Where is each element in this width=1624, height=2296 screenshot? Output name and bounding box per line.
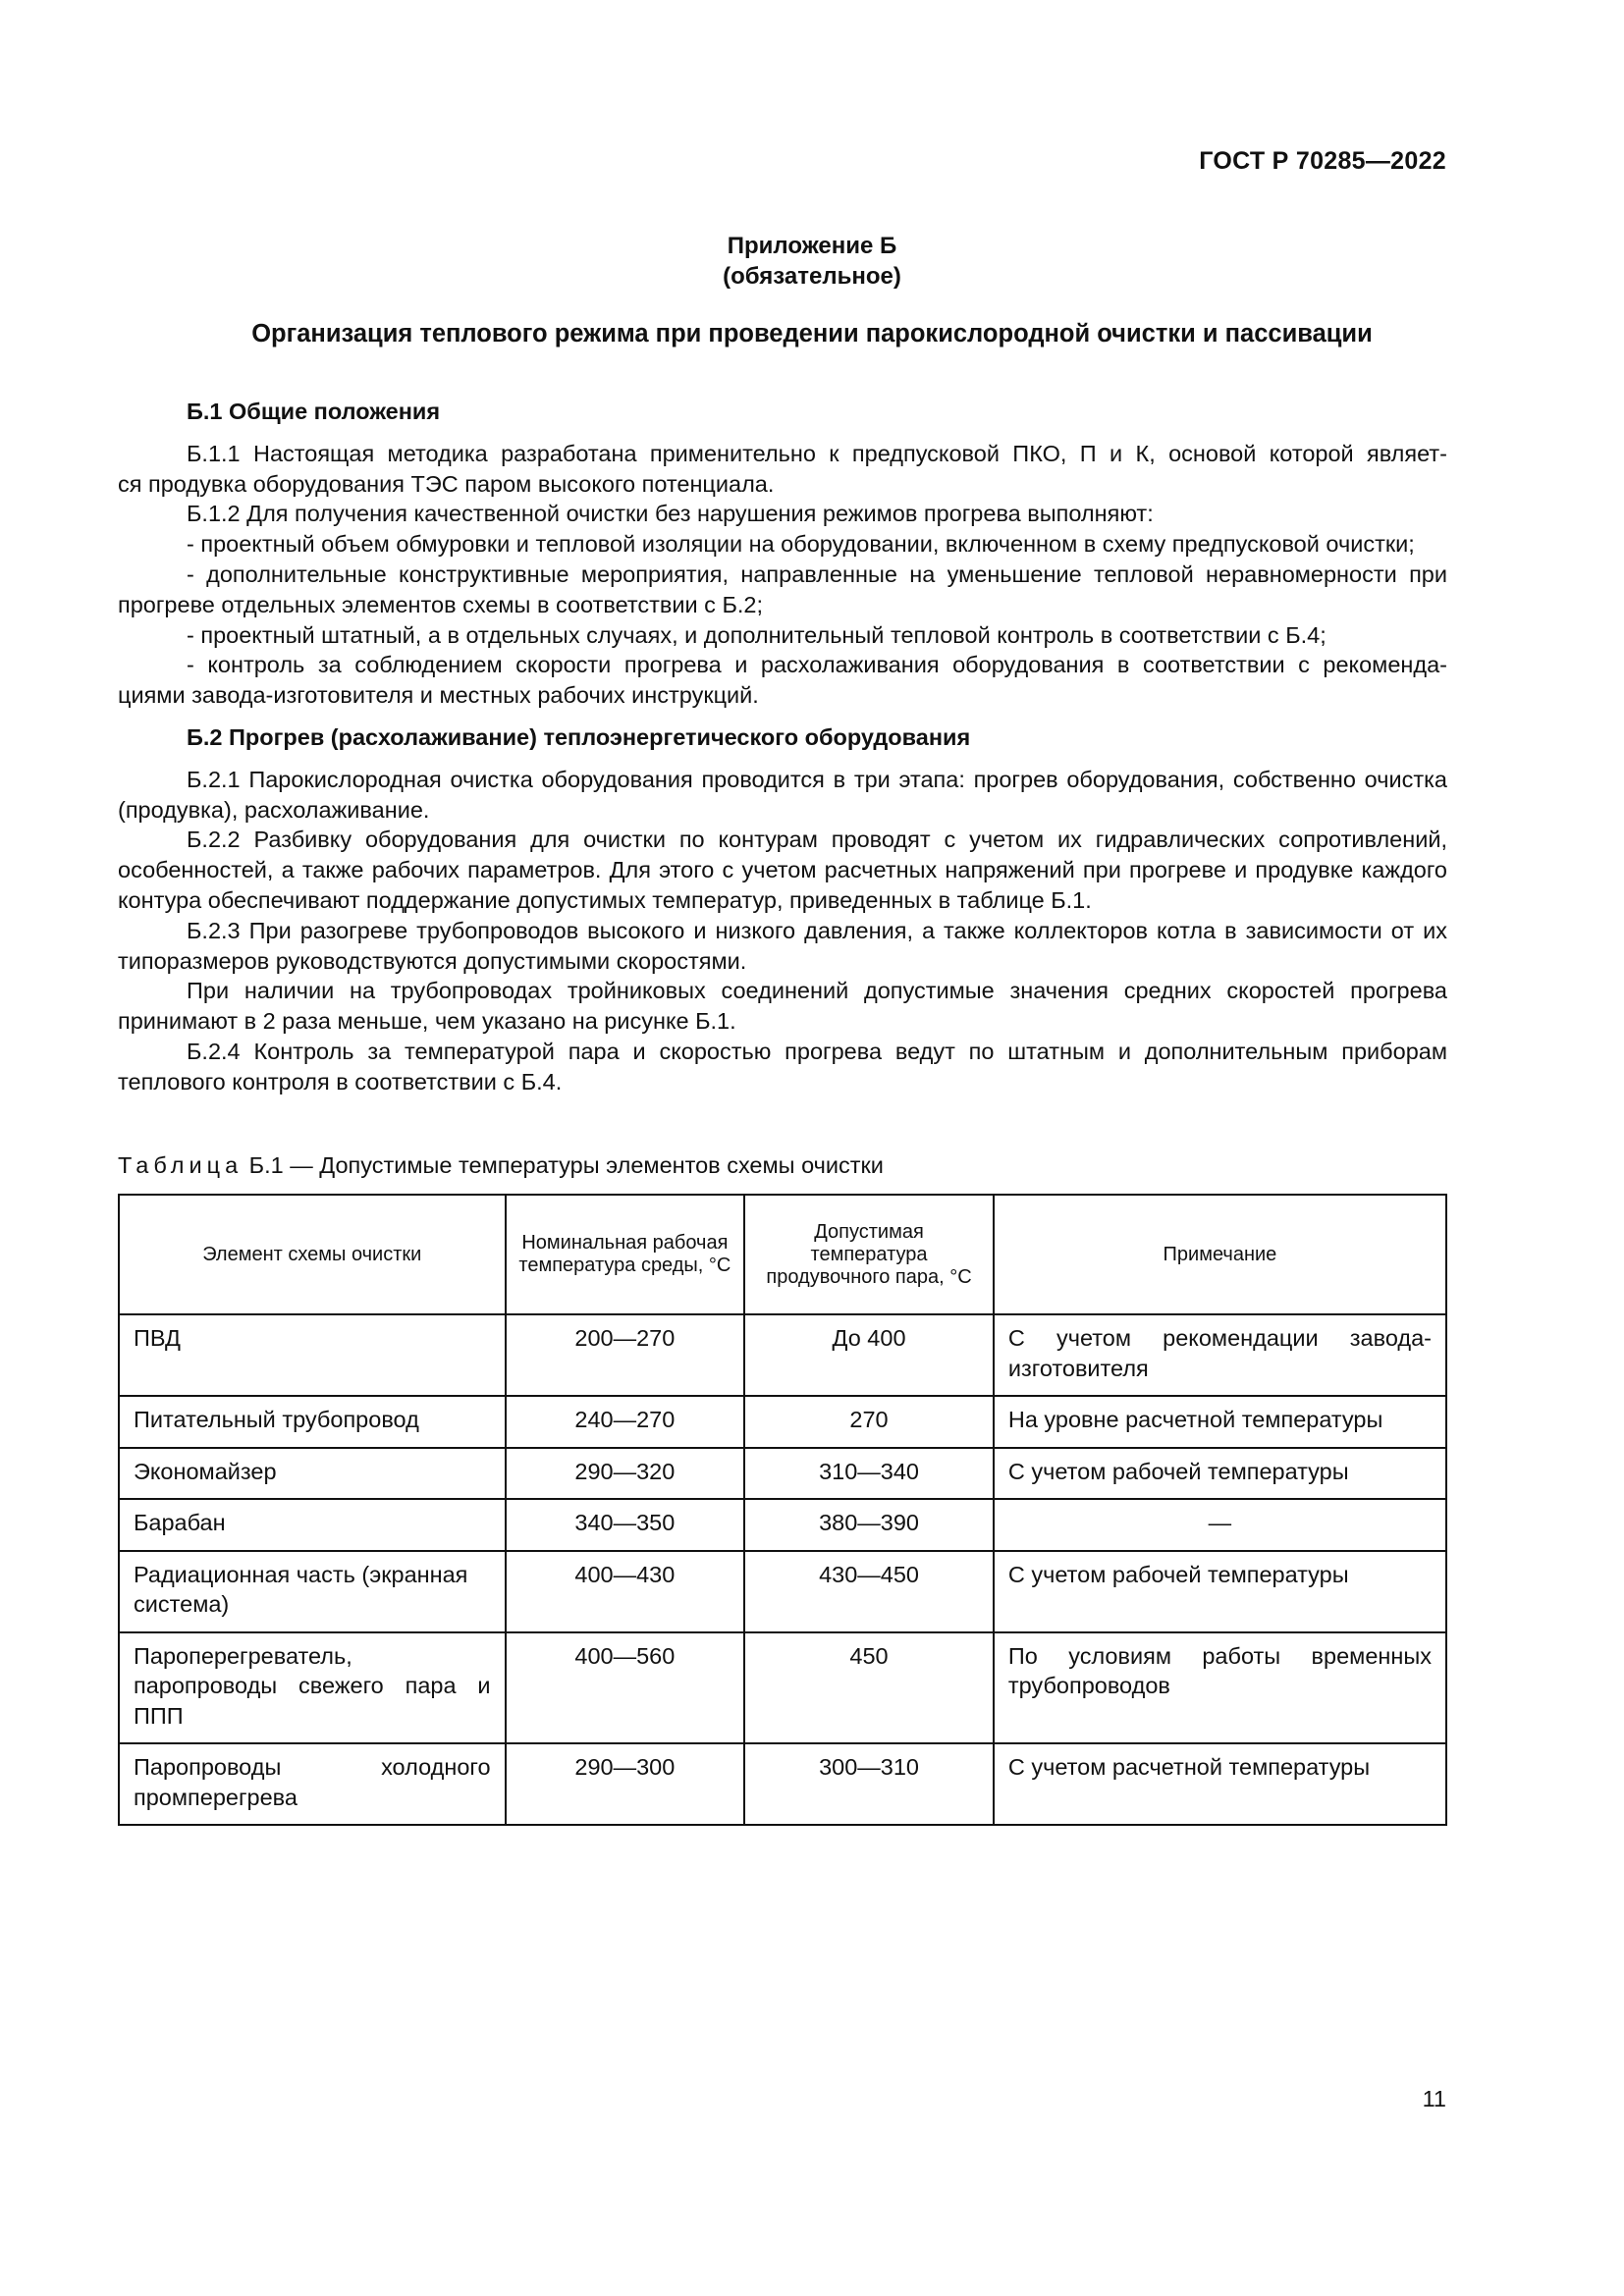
section-b1 bbox=[118, 397, 1447, 1097]
page-number: 11 bbox=[1422, 2086, 1446, 2111]
cell-element: ПВД bbox=[119, 1314, 506, 1396]
table-row bbox=[119, 1632, 1446, 1744]
cell-note: С учетом рабочей температуры bbox=[994, 1448, 1446, 1500]
cell-nominal-temp: 200—270 bbox=[506, 1314, 745, 1396]
paragraph-b1-1-line1: Б.1.1 Настоящая методика разработана применительно к предпусковой ПКО, П и К, основой которой являет- bbox=[187, 440, 1447, 466]
cell-nominal-temp: 290—320 bbox=[506, 1448, 745, 1500]
column-header-note: Примечание bbox=[994, 1195, 1446, 1314]
cell-allowed-temp: 310—340 bbox=[744, 1448, 994, 1500]
cell-element: Экономайзер bbox=[119, 1448, 506, 1500]
cell-nominal-temp: 340—350 bbox=[506, 1499, 745, 1551]
cell-element: Пароперегреватель, паропроводы свежего пара и ППП bbox=[119, 1632, 506, 1744]
cell-nominal-temp: 290—300 bbox=[506, 1743, 745, 1825]
cell-nominal-temp: 240—270 bbox=[506, 1396, 745, 1448]
cell-allowed-temp: 430—450 bbox=[744, 1551, 994, 1632]
cell-note: С учетом расчетной температуры bbox=[994, 1743, 1446, 1825]
annex-title bbox=[0, 231, 1624, 292]
cell-allowed-temp: 450 bbox=[744, 1632, 994, 1744]
document-id: ГОСТ Р 70285—2022 bbox=[1199, 147, 1446, 175]
section-b2-heading: Б.2 Прогрев (расхолаживание) теплоэнергетического оборудования bbox=[187, 723, 971, 750]
paragraph-b2-3-note: При наличии на трубопроводах тройниковых соединений допустимые значения средних скоростей прогрева принимают в 2 раза меньше, чем указано на рисунке Б.1. bbox=[118, 978, 1447, 1035]
table-caption-label: Таблица bbox=[118, 1152, 244, 1178]
table-header-row bbox=[119, 1195, 1446, 1314]
cell-allowed-temp: 270 bbox=[744, 1396, 994, 1448]
column-header-element: Элемент схемы очистки bbox=[119, 1195, 506, 1314]
list-item-line2: циями завода-изготовителя и местных рабочих инструкций. bbox=[118, 682, 759, 709]
column-header-nominal-temp: Номинальная рабочая температура среды, °С bbox=[506, 1195, 745, 1314]
cell-element: Паропроводы холодного промперегрева bbox=[119, 1743, 506, 1825]
cell-nominal-temp: 400—560 bbox=[506, 1632, 745, 1744]
list-item: - проектный объем обмуровки и тепловой изоляции на оборудовании, включенном в схему предпусковой очистки; bbox=[187, 531, 1415, 558]
paragraph-b2-3: Б.2.3 При разогреве трубопроводов высокого и низкого давления, а также коллекторов котла в зависимости от их типоразмеров руководствуются допустимыми скоростями. bbox=[118, 917, 1447, 974]
section-b1-heading: Б.1 Общие положения bbox=[187, 399, 441, 424]
temperature-table bbox=[118, 1194, 1447, 1826]
cell-allowed-temp: 300—310 bbox=[744, 1743, 994, 1825]
table-row bbox=[119, 1396, 1446, 1448]
paragraph-b2-2: Б.2.2 Разбивку оборудования для очистки по контурам проводят с учетом их гидравлических сопротивлений, особенностей, а также рабочих параметров. Для этого с учетом расчетных напряжений при прогреве и продувке каждого контура обеспечивают поддержание допустимых температур, приведенных в таблице Б.1. bbox=[118, 827, 1447, 913]
column-header-allowed-temp: Допустимая температура продувочного пара, °С bbox=[744, 1195, 994, 1314]
table-row bbox=[119, 1551, 1446, 1632]
table-row bbox=[119, 1743, 1446, 1825]
list-item-line1: - контроль за соблюдением скорости прогрева и расхолаживания оборудования в соответствии с рекоменда- bbox=[187, 652, 1447, 678]
cell-note: — bbox=[994, 1499, 1446, 1551]
list-item: - дополнительные конструктивные мероприятия, направленные на уменьшение тепловой неравномерности при прогреве отдельных элементов схемы в соответствии с Б.2; bbox=[118, 561, 1447, 617]
cell-note: С учетом рабочей температуры bbox=[994, 1551, 1446, 1632]
cell-allowed-temp: 380—390 bbox=[744, 1499, 994, 1551]
cell-nominal-temp: 400—430 bbox=[506, 1551, 745, 1632]
cell-note: С учетом рекомендации завода-изготовителя bbox=[994, 1314, 1446, 1396]
cell-element: Радиационная часть (экранная система) bbox=[119, 1551, 506, 1632]
main-title: Организация теплового режима при проведении парокислородной очистки и пассивации bbox=[251, 320, 1373, 347]
table-row bbox=[119, 1499, 1446, 1551]
annex-status: (обязательное) bbox=[723, 263, 901, 290]
table-caption-text: Б.1 — Допустимые температуры элементов схемы очистки bbox=[243, 1152, 884, 1178]
cell-element: Барабан bbox=[119, 1499, 506, 1551]
cell-note: По условиям работы временных трубопроводов bbox=[994, 1632, 1446, 1744]
table-row bbox=[119, 1448, 1446, 1500]
paragraph-b1-2: Б.1.2 Для получения качественной очистки без нарушения режимов прогрева выполняют: bbox=[187, 501, 1154, 527]
cell-element: Питательный трубопровод bbox=[119, 1396, 506, 1448]
annex-name: Приложение Б bbox=[727, 233, 897, 259]
cell-note: На уровне расчетной температуры bbox=[994, 1396, 1446, 1448]
list-item: - проектный штатный, а в отдельных случаях, и дополнительный тепловой контроль в соответствии с Б.4; bbox=[187, 621, 1326, 648]
table-row bbox=[119, 1314, 1446, 1396]
paragraph-b2-1: Б.2.1 Парокислородная очистка оборудования проводится в три этапа: прогрев оборудования, собственно очистка (продувка), расхолаживание. bbox=[118, 766, 1447, 823]
table-caption bbox=[118, 1152, 884, 1179]
paragraph-b1-1-line2: ся продувка оборудования ТЭС паром высокого потенциала. bbox=[118, 470, 775, 497]
cell-allowed-temp: До 400 bbox=[744, 1314, 994, 1396]
paragraph-b2-4: Б.2.4 Контроль за температурой пара и скоростью прогрева ведут по штатным и дополнительным приборам теплового контроля в соответствии с Б.4. bbox=[118, 1038, 1447, 1095]
